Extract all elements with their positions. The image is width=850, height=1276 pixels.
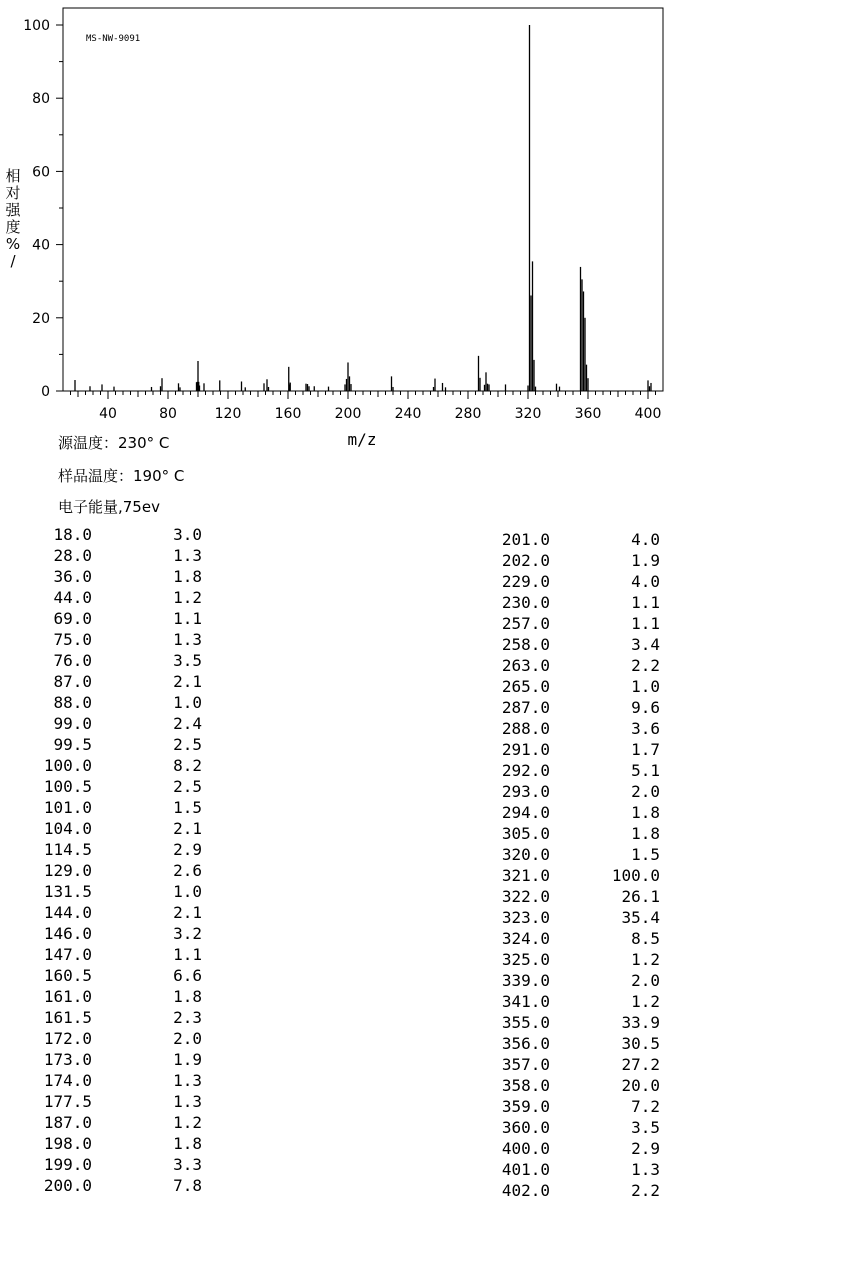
abundance-value: 1.5 — [631, 845, 660, 864]
mz-value: 265.0 — [501, 677, 550, 696]
table-row — [440, 970, 670, 991]
table-row — [440, 655, 670, 676]
mz-value: 161.5 — [43, 1008, 92, 1027]
source-temperature: 源温度：230° C — [58, 434, 170, 452]
table-row — [440, 781, 670, 802]
table-row — [440, 613, 670, 634]
abundance-value: 2.6 — [173, 861, 202, 880]
abundance-value: 8.5 — [631, 929, 660, 948]
abundance-value: 1.2 — [631, 992, 660, 1011]
abundance-value: 2.9 — [173, 840, 202, 859]
mass-spectrum-chart — [0, 0, 850, 460]
mz-value: 320.0 — [501, 845, 550, 864]
abundance-value: 2.1 — [173, 819, 202, 838]
abundance-value: 3.5 — [173, 651, 202, 670]
abundance-value: 1.3 — [631, 1160, 660, 1179]
x-tick-label: 200 — [334, 406, 362, 422]
table-row — [0, 671, 210, 692]
abundance-value: 3.0 — [173, 525, 202, 544]
mz-value: 291.0 — [501, 740, 550, 759]
table-row — [0, 860, 210, 881]
abundance-value: 1.1 — [631, 614, 660, 633]
table-row — [440, 760, 670, 781]
mz-value: 294.0 — [501, 803, 550, 822]
mz-value: 359.0 — [501, 1097, 550, 1116]
table-row — [440, 634, 670, 655]
table-row — [0, 629, 210, 650]
table-row — [440, 739, 670, 760]
mz-value: 87.0 — [53, 672, 92, 691]
abundance-value: 1.1 — [631, 593, 660, 612]
mz-value: 202.0 — [501, 551, 550, 570]
mz-value: 356.0 — [501, 1034, 550, 1053]
abundance-value: 1.8 — [173, 1134, 202, 1153]
mz-value: 324.0 — [501, 929, 550, 948]
table-row — [0, 818, 210, 839]
table-row — [0, 1175, 210, 1196]
mz-value: 230.0 — [501, 593, 550, 612]
mz-value: 293.0 — [501, 782, 550, 801]
abundance-value: 1.5 — [173, 798, 202, 817]
mz-value: 229.0 — [501, 572, 550, 591]
abundance-value: 1.7 — [631, 740, 660, 759]
abundance-value: 1.1 — [173, 609, 202, 628]
mz-value: 321.0 — [501, 866, 550, 885]
mz-value: 339.0 — [501, 971, 550, 990]
mz-value: 199.0 — [43, 1155, 92, 1174]
abundance-value: 2.0 — [631, 971, 660, 990]
abundance-value: 1.8 — [173, 987, 202, 1006]
abundance-value: 33.9 — [621, 1013, 660, 1032]
mz-value: 201.0 — [501, 530, 550, 549]
table-row — [0, 1154, 210, 1175]
mz-value: 114.5 — [43, 840, 92, 859]
mz-value: 187.0 — [43, 1113, 92, 1132]
abundance-value: 2.0 — [631, 782, 660, 801]
abundance-value: 1.3 — [173, 630, 202, 649]
table-row — [440, 886, 670, 907]
mz-value: 161.0 — [43, 987, 92, 1006]
mz-value: 146.0 — [43, 924, 92, 943]
abundance-value: 3.4 — [631, 635, 660, 654]
table-row — [440, 928, 670, 949]
table-row — [440, 592, 670, 613]
mz-value: 325.0 — [501, 950, 550, 969]
abundance-value: 1.0 — [173, 693, 202, 712]
abundance-value: 1.0 — [631, 677, 660, 696]
table-row — [440, 907, 670, 928]
table-row — [0, 755, 210, 776]
mz-value: 104.0 — [43, 819, 92, 838]
mz-value: 257.0 — [501, 614, 550, 633]
table-row — [440, 1096, 670, 1117]
peak-table-left — [0, 524, 210, 1196]
mz-value: 305.0 — [501, 824, 550, 843]
mz-value: 144.0 — [43, 903, 92, 922]
table-row — [440, 571, 670, 592]
table-row — [0, 713, 210, 734]
table-row — [440, 1012, 670, 1033]
table-row — [0, 1133, 210, 1154]
table-row — [0, 650, 210, 671]
y-tick-label: 0 — [41, 384, 50, 400]
abundance-value: 1.2 — [631, 950, 660, 969]
y-tick-label: 80 — [32, 91, 50, 108]
abundance-value: 2.0 — [173, 1029, 202, 1048]
abundance-value: 2.5 — [173, 777, 202, 796]
abundance-value: 1.8 — [631, 824, 660, 843]
table-row — [0, 587, 210, 608]
x-tick-label: 280 — [454, 406, 482, 422]
table-row — [440, 697, 670, 718]
mz-value: 322.0 — [501, 887, 550, 906]
table-row — [0, 692, 210, 713]
table-row — [440, 1075, 670, 1096]
table-row — [0, 1049, 210, 1070]
table-row — [440, 802, 670, 823]
x-tick-label: 40 — [99, 406, 117, 422]
mz-value: 28.0 — [53, 546, 92, 565]
abundance-value: 8.2 — [173, 756, 202, 775]
mz-value: 177.5 — [43, 1092, 92, 1111]
mz-value: 400.0 — [501, 1139, 550, 1158]
table-row — [0, 1070, 210, 1091]
abundance-value: 2.1 — [173, 672, 202, 691]
table-row — [0, 923, 210, 944]
mz-value: 401.0 — [501, 1160, 550, 1179]
table-row — [0, 986, 210, 1007]
abundance-value: 1.3 — [173, 546, 202, 565]
abundance-value: 4.0 — [631, 572, 660, 591]
table-row — [440, 1138, 670, 1159]
abundance-value: 1.2 — [173, 588, 202, 607]
abundance-value: 3.5 — [631, 1118, 660, 1137]
table-row — [0, 881, 210, 902]
table-row — [0, 1028, 210, 1049]
mz-value: 402.0 — [501, 1181, 550, 1200]
mz-value: 341.0 — [501, 992, 550, 1011]
table-row — [0, 944, 210, 965]
abundance-value: 9.6 — [631, 698, 660, 717]
mz-value: 160.5 — [43, 966, 92, 985]
y-tick-label: 20 — [32, 310, 50, 327]
table-row — [0, 608, 210, 629]
abundance-value: 3.3 — [173, 1155, 202, 1174]
mz-value: 357.0 — [501, 1055, 550, 1074]
mz-value: 355.0 — [501, 1013, 550, 1032]
y-tick-label: 40 — [32, 237, 50, 254]
mz-value: 200.0 — [43, 1176, 92, 1195]
abundance-value: 1.9 — [631, 551, 660, 570]
abundance-value: 1.2 — [173, 1113, 202, 1132]
abundance-value: 2.3 — [173, 1008, 202, 1027]
electron-energy: 电子能量,75ev — [58, 498, 160, 516]
abundance-value: 30.5 — [621, 1034, 660, 1053]
abundance-value: 1.8 — [173, 567, 202, 586]
peak-table-right — [440, 529, 670, 1201]
abundance-value: 7.8 — [173, 1176, 202, 1195]
mz-value: 99.0 — [53, 714, 92, 733]
x-tick-label: 120 — [214, 406, 242, 422]
table-row — [440, 991, 670, 1012]
mz-value: 258.0 — [501, 635, 550, 654]
abundance-value: 20.0 — [621, 1076, 660, 1095]
table-row — [0, 1091, 210, 1112]
abundance-value: 26.1 — [621, 887, 660, 906]
mz-value: 288.0 — [501, 719, 550, 738]
mz-value: 358.0 — [501, 1076, 550, 1095]
mz-value: 88.0 — [53, 693, 92, 712]
table-row — [440, 823, 670, 844]
table-row — [440, 949, 670, 970]
mz-value: 36.0 — [53, 567, 92, 586]
table-row — [440, 676, 670, 697]
plot-frame — [63, 8, 663, 391]
abundance-value: 2.2 — [631, 656, 660, 675]
table-row — [0, 734, 210, 755]
mz-value: 174.0 — [43, 1071, 92, 1090]
table-row — [0, 566, 210, 587]
table-row — [0, 797, 210, 818]
y-tick-label: 100 — [23, 18, 50, 34]
mz-value: 323.0 — [501, 908, 550, 927]
table-row — [0, 776, 210, 797]
y-tick-label: 60 — [32, 164, 50, 181]
mz-value: 100.0 — [43, 756, 92, 775]
table-row — [440, 529, 670, 550]
abundance-value: 5.1 — [631, 761, 660, 780]
abundance-value: 4.0 — [631, 530, 660, 549]
abundance-value: 2.5 — [173, 735, 202, 754]
x-tick-label: 80 — [159, 406, 177, 422]
table-row — [440, 1054, 670, 1075]
mz-value: 101.0 — [43, 798, 92, 817]
mz-value: 173.0 — [43, 1050, 92, 1069]
table-row — [0, 965, 210, 986]
mz-value: 147.0 — [43, 945, 92, 964]
chart-title: MS-NW-9091 — [86, 34, 141, 44]
table-row — [0, 1112, 210, 1133]
abundance-value: 1.0 — [173, 882, 202, 901]
abundance-value: 2.9 — [631, 1139, 660, 1158]
abundance-value: 27.2 — [621, 1055, 660, 1074]
mz-value: 263.0 — [501, 656, 550, 675]
x-tick-label: 160 — [274, 406, 302, 422]
abundance-value: 2.2 — [631, 1181, 660, 1200]
mz-value: 131.5 — [43, 882, 92, 901]
table-row — [440, 865, 670, 886]
mz-value: 75.0 — [53, 630, 92, 649]
spectrum-svg — [0, 0, 850, 460]
abundance-value: 1.1 — [173, 945, 202, 964]
abundance-value: 1.3 — [173, 1071, 202, 1090]
mz-value: 76.0 — [53, 651, 92, 670]
y-axis-label: 相 对 强 度 % / — [5, 167, 21, 270]
mz-value: 198.0 — [43, 1134, 92, 1153]
mz-value: 100.5 — [43, 777, 92, 796]
abundance-value: 7.2 — [631, 1097, 660, 1116]
mz-value: 99.5 — [53, 735, 92, 754]
mz-value: 18.0 — [53, 525, 92, 544]
abundance-value: 1.9 — [173, 1050, 202, 1069]
mz-value: 287.0 — [501, 698, 550, 717]
x-tick-label: 240 — [394, 406, 422, 422]
table-row — [0, 524, 210, 545]
table-row — [0, 545, 210, 566]
abundance-value: 6.6 — [173, 966, 202, 985]
table-row — [440, 1033, 670, 1054]
table-row — [440, 1159, 670, 1180]
abundance-value: 3.2 — [173, 924, 202, 943]
abundance-value: 1.3 — [173, 1092, 202, 1111]
table-row — [0, 839, 210, 860]
table-row — [440, 718, 670, 739]
mz-value: 44.0 — [53, 588, 92, 607]
mz-value: 292.0 — [501, 761, 550, 780]
abundance-value: 35.4 — [621, 908, 660, 927]
x-tick-label: 360 — [574, 406, 602, 422]
table-row — [440, 1117, 670, 1138]
table-row — [440, 550, 670, 571]
abundance-value: 2.1 — [173, 903, 202, 922]
table-row — [0, 1007, 210, 1028]
mz-value: 69.0 — [53, 609, 92, 628]
abundance-value: 3.6 — [631, 719, 660, 738]
abundance-value: 100.0 — [611, 866, 660, 885]
mz-value: 360.0 — [501, 1118, 550, 1137]
mz-value: 172.0 — [43, 1029, 92, 1048]
abundance-value: 2.4 — [173, 714, 202, 733]
sample-temperature: 样品温度：190° C — [58, 467, 185, 485]
x-tick-label: 400 — [634, 406, 662, 422]
mz-value: 129.0 — [43, 861, 92, 880]
x-axis-label: m/z — [347, 430, 377, 449]
abundance-value: 1.8 — [631, 803, 660, 822]
x-tick-label: 320 — [514, 406, 542, 422]
table-row — [440, 844, 670, 865]
table-row — [0, 902, 210, 923]
table-row — [440, 1180, 670, 1201]
